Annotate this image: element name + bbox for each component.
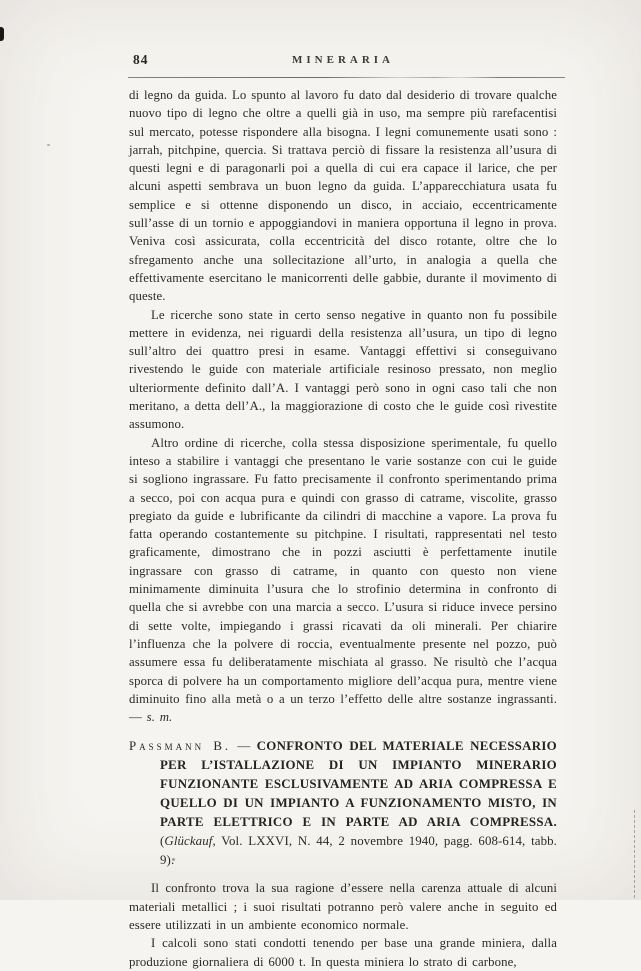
bibliographic-entry xyxy=(129,737,557,970)
author-title-separator: — xyxy=(237,739,251,754)
scan-artifact-speck xyxy=(172,858,175,861)
review1-paragraph: Le ricerche sono state in certo senso negative in quanto non fu possibile mettere in evidenza, nei riguardi della resistenza all’usura, un tipo di legno sull’altro dei quattro presi in esame. Vantaggi effettivi si conseguivano rivestendo le guide con materiale artificiale resinoso pressato, non meglio ulteriormente definito dall’A. I vantaggi però sono in ogni caso tali che non meritano, a detta dell’A., la maggiorazione di costo che le guide così rivestite assumono. xyxy=(129,307,557,432)
page-header xyxy=(129,51,557,71)
review2-paragraph-truncated: I calcoli sono stati condotti tenendo per base una grande miniera, dalla produzione giornaliera di 6000 t. In questa miniera lo strato di carbone, xyxy=(129,936,557,969)
source-open-paren: ( xyxy=(160,834,165,849)
review1-paragraph-text: Altro ordine di ricerche, colla stessa disposizione sperimentale, fu quello inteso a stabilire i vantaggi che presentano le varie sostanze con cui le guide si sogliono ingrassare. Fu fatto precisamente il confronto sperimentando prima a secco, poi con acqua pura e quindi con grasso di catrame, viscolite, grasso pregiato da guide e lubrificante da cilindri di macchine a vapore. La prova fu fatta operando costantemente su pitchpine. I risultati, rappresentati nel testo graficamente, dimostrano che in pozzi asciutti è perfettamente inutile ingrassare con grasso di catrame, in quanto con questo non viene minimamente diminuita l’usura che lo strofinio determina in confronto di quella che si avrebbe con una marcia a secco. L’usura si riduce invece persino di sette volte, impiegando i grassi ricavati da oli minerali. Per chiarire l’influenza che la polvere di roccia, eventualmente presente nel pozzo, può assumere essa fu deliberatamente mischiata al grasso. Ne risultò che l’acqua sporca di polvere ha un comportamento migliore dell’acqua pura, mentre viene diminuito fino alla metà o a un terzo l’effetto delle altre sostanze ingrassanti. — xyxy=(129,435,557,725)
review2-paragraph: Il confronto trova la sua ragione d’essere nella carenza attuale di alcuni materiali metallici ; i suoi risultati potranno però valere anche in seguito ed essere utilizzati in un ambiente economico normale. xyxy=(129,881,557,932)
review1-paragraph-continuation: di legno da guida. Lo spunto al lavoro fu dato dal desiderio di trovare qualche nuovo tipo di legno che oltre a quelli già in uso, ma sempre più rarefacentisi sul mercato, potesse rispondere alla bisogna. I legni comunemente usati sono : jarrah, pitchpine, quercia. Si trattava perciò di fissare la resistenza all’usura di questi legni e di paragonarli poi a quella di cui era capace il larice, che per alcuni aspetti sembrava un buon legno da guida. L’apparecchiatura usata fu semplice e si ottenne disponendo un disco, in acciaio, eccentricamente sull’asse di un tornio e appoggiandovi in maniera opportuna il legno in prova. Veniva così assicurata, colla eccentricità del disco rotante, oltre che lo sfregamento anche una sollecitazione all’urto, in analogia a quella che effettivamente esercitano le manicorrenti delle gabbie, durante il movimento di queste. xyxy=(129,88,557,304)
source-citation-details: , Vol. LXXVI, N. 44, 2 novembre 1940, pagg. 608-614, tabb. 9). xyxy=(160,834,557,868)
author-name: Passmann B. xyxy=(129,739,232,754)
source-journal-name: Glückauf xyxy=(164,834,213,849)
scan-artifact-right-dashes xyxy=(634,810,635,898)
entry-heading xyxy=(129,737,557,870)
scan-artifact-left-edge-mark xyxy=(0,27,4,41)
article-title: CONFRONTO DEL MATERIALE NECESSARIO PER L’ISTALLAZIONE DI UN IMPIANTO MINERARIO FUNZIONANTE ESCLUSIVAMENTE AD ARIA COMPRESSA E QUELLO DI UN IMPIANTO A FUNZIONAMENTO MISTO, IN PARTE ELETTRICO E IN PARTE AD ARIA COMPRESSA. xyxy=(160,739,557,830)
page-number: 84 xyxy=(133,52,149,67)
review1-paragraph-last xyxy=(129,434,557,727)
scan-artifact-speck xyxy=(47,144,50,146)
text-column xyxy=(129,86,557,971)
reviewer-initials: s. m. xyxy=(146,710,173,725)
journal-title: MINERARIA xyxy=(292,54,394,66)
header-rule xyxy=(128,77,565,78)
